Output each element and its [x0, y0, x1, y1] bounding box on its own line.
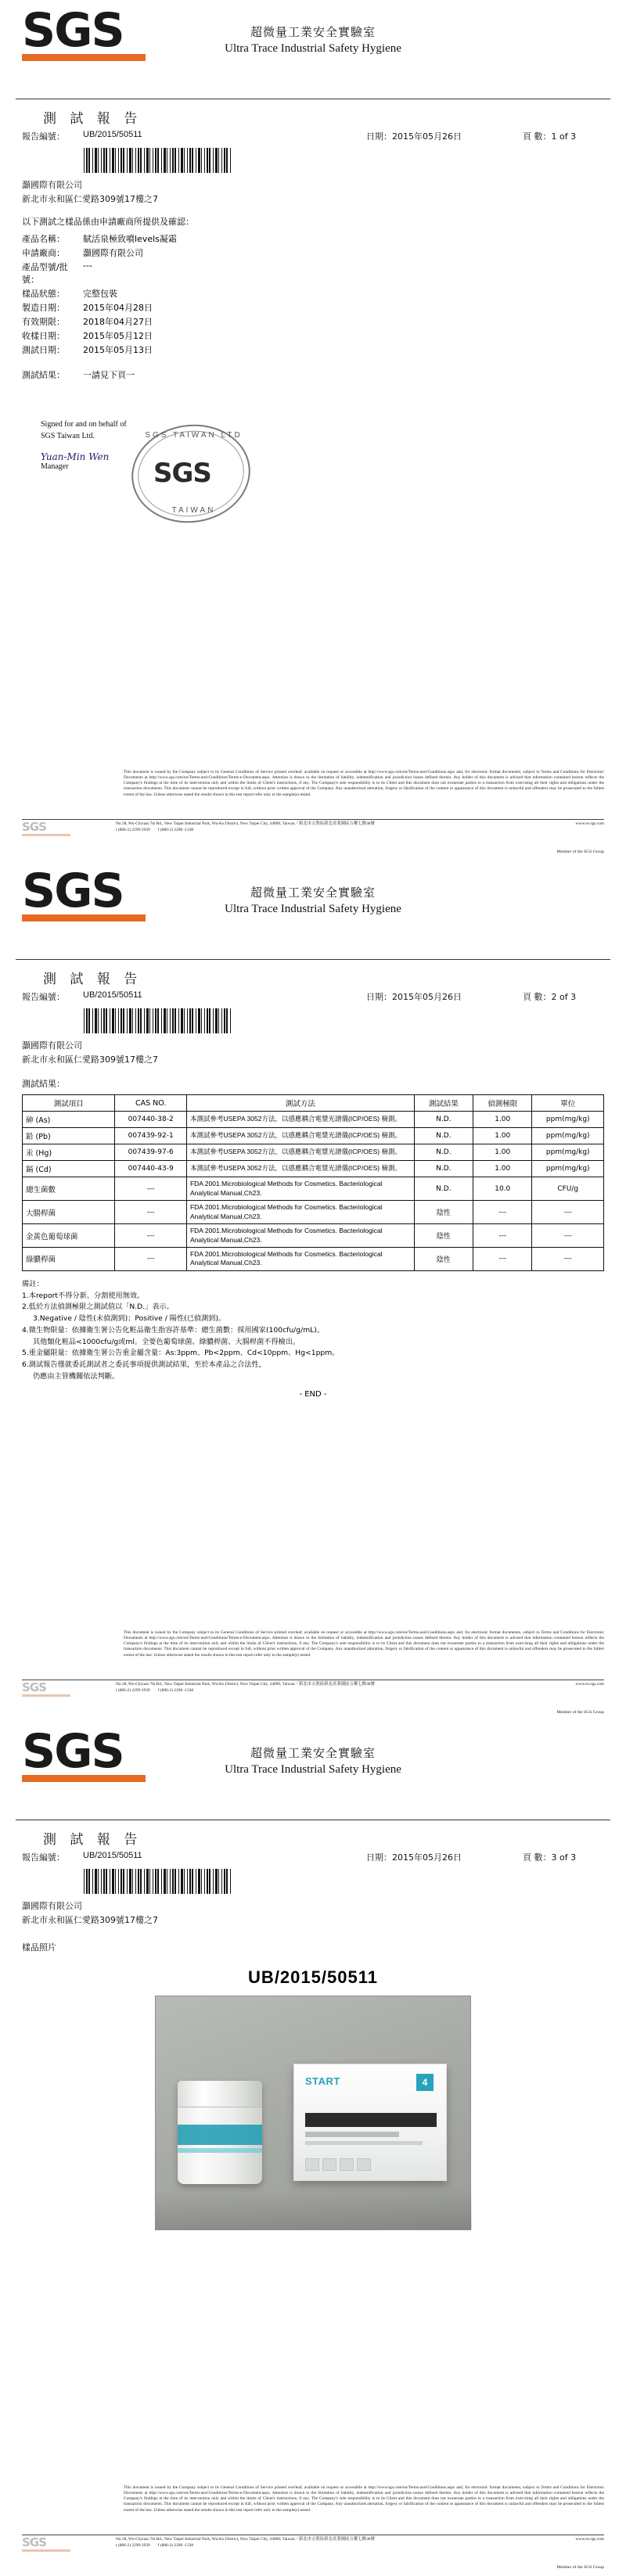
report-page-1: [0, 0, 626, 860]
field-row: [22, 315, 604, 328]
note-item: 5.重金屬限量：依據衛生署公告重金屬含量：As:3ppm、Pb<2ppm、Cd<10ppm、Hg<1ppm。: [22, 1349, 340, 1358]
lab-name-cn: 超微量工業安全實驗室: [250, 886, 376, 900]
barcode: [83, 1868, 232, 1895]
report-date-label: 日期：: [366, 131, 392, 142]
lab-name-en: Ultra Trace Industrial Safety Hygiene: [225, 903, 401, 915]
footer-disclaimer: This document is issued by the Company subject to its General Conditions of Service printed overleaf, available on request or accessible at http://www.sgs.com/en/Terms-and-Conditions.aspx and, for electronic format documents, subject to Terms and Conditions for Electronic Documents at http://www.sgs.com/en/Terms-and-Conditions/Terms-e-Document.aspx. Attention is drawn to the limitation of liability, indemnification and jurisdiction issues defined therein. Any holder of this document is advised that information contained hereon reflects the Company's findings at the time of its intervention only and within the limits of Client's instructions, if any. The Company's sole responsibility is to its Client and this document does not exonerate parties to a transaction from exercising all their rights and obligations under the transaction documents. This document cannot be reproduced except in full, without prior written approval of the Company. Any unauthorized alteration, forgery or falsification of the content or appearance of this document is unlawful and offenders may be prosecuted to the fullest extent of the law. Unless otherwise stated the results shown in this test report refer only to the sample(s) tested.: [124, 2485, 604, 2513]
field-label: 申請廠商：: [22, 248, 65, 259]
report-date-value: 2015年05月26日: [392, 131, 462, 142]
page-value: 1 of 3: [551, 131, 577, 142]
report-page: [523, 130, 576, 142]
footer-contact: [22, 2537, 604, 2563]
report-date: [366, 130, 462, 142]
cell-method: FDA 2001.Microbiological Methods for Cosmetics. Bacteriological Analytical Manual,Ch23.: [186, 1224, 414, 1248]
report-page: [523, 990, 576, 1003]
col-unit: 單位: [532, 1095, 604, 1112]
result-note-label: 測試結果：: [22, 370, 65, 381]
product-jar: [178, 2081, 262, 2184]
box-text-line: [305, 2141, 423, 2145]
box-icon-row: [305, 2158, 371, 2171]
report-no-label: 報告編號：: [22, 992, 65, 1002]
footer-sgs-bar: [22, 2549, 70, 2552]
signed-line-2: SGS Taiwan Ltd.: [41, 432, 95, 441]
cell-result: N.D.: [414, 1161, 473, 1177]
cell-method: FDA 2001.Microbiological Methods for Cosmetics. Bacteriological Analytical Manual,Ch23.: [186, 1201, 414, 1224]
report-date: [366, 1851, 462, 1863]
report-meta: [22, 990, 604, 1066]
footer-phone: t (886-2) 2299-3939: [116, 2542, 150, 2548]
client-name: 灝國際有限公司: [22, 180, 82, 190]
cell-unit: ---: [532, 1224, 604, 1248]
box-badge: 4: [416, 2074, 434, 2091]
cell-result: 陰性: [414, 1224, 473, 1248]
sgs-logo-text: SGS: [22, 1724, 124, 1779]
table-row: [23, 1128, 604, 1144]
result-note-row: [22, 368, 604, 381]
box-icon: [305, 2158, 319, 2171]
cell-result: N.D.: [414, 1144, 473, 1161]
cell-unit: ---: [532, 1248, 604, 1271]
cell-method: 本測試參考USEPA 3052方法，以感應耦合電漿光譜儀(ICP/OES) 檢測。: [186, 1128, 414, 1144]
cell-cas: ---: [115, 1248, 187, 1271]
footer-contact: [22, 1682, 604, 1708]
lab-titles: [0, 884, 626, 916]
cell-unit: ppm(mg/kg): [532, 1112, 604, 1128]
barcode: [83, 1008, 232, 1034]
page-label: 頁 數：: [523, 1852, 552, 1863]
cell-method: 本測試參考USEPA 3052方法，以感應耦合電漿光譜儀(ICP/OES) 檢測。: [186, 1161, 414, 1177]
client-name: 灝國際有限公司: [22, 1040, 82, 1051]
field-label: 產品名稱：: [22, 234, 65, 245]
field-row: [22, 329, 604, 342]
page-header: [0, 1721, 626, 1815]
cell-result: 陰性: [414, 1201, 473, 1224]
footer-sgs-text: SGS: [22, 1680, 46, 1694]
photo-sample-id: UB/2015/50511: [248, 1967, 378, 1988]
footer-phone: t (886-2) 2299-3939: [116, 1687, 150, 1693]
cell-analyte: 金黃色葡萄球菌: [23, 1224, 115, 1248]
box-title: START: [305, 2075, 340, 2088]
table-row: [23, 1224, 604, 1248]
cell-method: 本測試參考USEPA 3052方法，以感應耦合電漿光譜儀(ICP/OES) 檢測。: [186, 1144, 414, 1161]
page-value: 3 of 3: [551, 1852, 577, 1863]
page-label: 頁 數：: [523, 992, 552, 1002]
footer-web[interactable]: [575, 821, 604, 828]
cell-mdl: 1.00: [473, 1112, 532, 1128]
footer-sgs-text: SGS: [22, 820, 46, 834]
jar-lid: [178, 2081, 262, 2107]
footer-member-note: Member of the SGS Group: [556, 850, 604, 854]
client-name: 灝國際有限公司: [22, 1901, 82, 1911]
report-page-2: [0, 860, 626, 1721]
product-box: [293, 2064, 447, 2181]
company-stamp: [125, 419, 262, 528]
cell-result: N.D.: [414, 1112, 473, 1128]
field-value: 2015年05月13日: [83, 345, 153, 356]
page-label: 頁 數：: [523, 131, 552, 142]
cell-unit: ppm(mg/kg): [532, 1144, 604, 1161]
cell-analyte: 鉛 (Pb): [23, 1128, 115, 1144]
header-divider: [16, 959, 610, 960]
notes-block: [22, 1279, 604, 1382]
field-label: 製造日期：: [22, 303, 65, 314]
field-value: 完整包裝: [83, 289, 117, 300]
field-label: 測試日期：: [22, 345, 65, 356]
stamp-sgs-text: SGS: [153, 458, 211, 490]
footer-fax: f (886-2) 2298 -1338: [157, 2542, 194, 2548]
cell-unit: ppm(mg/kg): [532, 1128, 604, 1144]
lab-name-en: Ultra Trace Industrial Safety Hygiene: [225, 42, 401, 55]
cell-analyte: 砷 (As): [23, 1112, 115, 1128]
table-row: [23, 1112, 604, 1128]
signed-for-text: [41, 419, 127, 442]
result-note-value: 一請見下頁一: [83, 370, 135, 381]
report-no-label: 報告編號：: [22, 1852, 65, 1863]
jar-label-stripe: [178, 2148, 262, 2153]
field-label: 產品型號/批號：: [22, 262, 68, 286]
sgs-logo-text: SGS: [22, 3, 124, 58]
field-row: [22, 232, 604, 245]
report-page-3: [0, 1721, 626, 2576]
field-row: [22, 301, 604, 314]
cell-mdl: ---: [473, 1248, 532, 1271]
field-row: [22, 260, 604, 286]
cell-analyte: 綠膿桿菌: [23, 1248, 115, 1271]
client-address: [22, 178, 604, 206]
cell-mdl: 1.00: [473, 1144, 532, 1161]
footer-web-url[interactable]: www.tw.sgs.com: [575, 2537, 604, 2542]
col-cas: CAS NO.: [115, 1095, 187, 1112]
footer-member-note: Member of the SGS Group: [556, 2565, 604, 2570]
client-address-line: 新北市永和區仁愛路309號17樓之7: [22, 1054, 158, 1065]
box-icon: [322, 2158, 336, 2171]
footer-contact: [22, 821, 604, 848]
photo-shadow: [156, 2189, 472, 2229]
cell-analyte: 鎘 (Cd): [23, 1161, 115, 1177]
note-item: 3.Negative / 陰性(未偵測到)；Positive / 陽性(已偵測到)。: [33, 1314, 226, 1324]
report-no-label: 報告編號：: [22, 131, 65, 142]
report-meta: [22, 130, 604, 206]
footer-disclaimer: This document is issued by the Company subject to its General Conditions of Service printed overleaf, available on request or accessible at http://www.sgs.com/en/Terms-and-Conditions.aspx and, for electronic format documents, subject to Terms and Conditions for Electronic Documents at http://www.sgs.com/en/Terms-and-Conditions/Terms-e-Document.aspx. Attention is drawn to the limitation of liability, indemnification and jurisdiction issues defined therein. Any holder of this document is advised that information contained hereon reflects the Company's findings at the time of its intervention only and within the limits of Client's instructions, if any. The Company's sole responsibility is to its Client and this document does not exonerate parties to a transaction from exercising all their rights and obligations under the transaction documents. This document cannot be reproduced except in full, without prior written approval of the Company. Any unauthorized alteration, forgery or falsification of the content or appearance of this document is unlawful and offenders may be prosecuted to the fullest extent of the law. Unless otherwise stated the results shown in this test report refer only to the sample(s) tested.: [124, 1630, 604, 1658]
report-date-value: 2015年05月26日: [392, 1852, 462, 1863]
signature-block: [0, 411, 626, 544]
report-title: 測 試 報 告: [43, 111, 142, 127]
box-text-line: [305, 2132, 399, 2137]
cell-unit: ---: [532, 1201, 604, 1224]
sample-photo: [155, 1996, 471, 2230]
field-row: [22, 246, 604, 259]
report-title: 測 試 報 告: [43, 1832, 142, 1848]
cell-result: 陰性: [414, 1248, 473, 1271]
barcode: [83, 147, 232, 174]
page-footer: [0, 2485, 626, 2570]
report-no-value: UB/2015/50511: [83, 130, 142, 139]
cell-cas: ---: [115, 1177, 187, 1201]
table-row: [23, 1201, 604, 1224]
cell-mdl: ---: [473, 1224, 532, 1248]
page-value: 2 of 3: [551, 992, 577, 1002]
report-date-value: 2015年05月26日: [392, 992, 462, 1002]
footer-web-url[interactable]: www.tw.sgs.com: [575, 821, 604, 826]
footer-fax: f (886-2) 2298 -1338: [157, 827, 194, 832]
table-row: [23, 1248, 604, 1271]
footer-member-note: Member of the SGS Group: [556, 1710, 604, 1715]
cell-method: FDA 2001.Microbiological Methods for Cosmetics. Bacteriological Analytical Manual,Ch23.: [186, 1248, 414, 1271]
signature-title: Manager: [41, 462, 69, 472]
footer-sgs-bar: [22, 834, 70, 836]
cell-analyte: 大腸桿菌: [23, 1201, 115, 1224]
field-label: 有效期限：: [22, 317, 65, 328]
footer-address-line: No.38, Wu-Chyuan 7th Rd., New Taipei Industrial Park, Wu-Ku District, New Taipei City, 24890, Taiwan／新北市五股區新北產業園區五權七路38號: [116, 1682, 375, 1687]
stamp-top-text: SGS TAIWAN LTD: [145, 431, 243, 440]
signature-script: Yuan-Min Wen: [41, 451, 110, 463]
field-row: [22, 287, 604, 300]
cell-mdl: 1.00: [473, 1161, 532, 1177]
report-page: [523, 1851, 576, 1863]
footer-web[interactable]: [575, 2537, 604, 2543]
end-marker: - END -: [299, 1390, 327, 1399]
footer-sgs-bar: [22, 1694, 70, 1697]
stamp-bottom-text: TAIWAN: [171, 506, 216, 516]
report-date-label: 日期：: [366, 1852, 392, 1863]
footer-sgs-logo: [22, 1682, 116, 1697]
col-analyte: 測試項目: [23, 1095, 115, 1112]
field-value: 2015年04月28日: [83, 303, 153, 314]
client-address: [22, 1899, 604, 1927]
col-result: 測試結果: [414, 1095, 473, 1112]
page-footer: [0, 1630, 626, 1715]
notes-title: 備註：: [22, 1279, 44, 1288]
footer-web[interactable]: [575, 1682, 604, 1688]
footer-sgs-logo: [22, 821, 116, 836]
cell-analyte: 總生菌數: [23, 1177, 115, 1201]
field-label: 收樣日期：: [22, 331, 65, 342]
page-header: [0, 0, 626, 94]
field-value: 賦活泉極致噴levels凝霜: [83, 234, 177, 245]
footer-sgs-text: SGS: [22, 2535, 46, 2549]
col-method: 測試方法: [186, 1095, 414, 1112]
cell-result: N.D.: [414, 1128, 473, 1144]
table-row: [23, 1144, 604, 1161]
cell-method: FDA 2001.Microbiological Methods for Cosmetics. Bacteriological Analytical Manual,Ch23.: [186, 1177, 414, 1201]
cell-method: 本測試參考USEPA 3052方法，以感應耦合電漿光譜儀(ICP/OES) 檢測。: [186, 1112, 414, 1128]
footer-address-line: No.38, Wu-Chyuan 7th Rd., New Taipei Industrial Park, Wu-Ku District, New Taipei City, 24890, Taiwan／新北市五股區新北產業園區五權七路38號: [116, 821, 375, 826]
client-address: [22, 1039, 604, 1066]
intro-text: 以下測試之樣品係由申請廠商所提供及確認：: [22, 217, 194, 228]
report-date: [366, 990, 462, 1003]
report-title: 測 試 報 告: [43, 972, 142, 987]
note-item: 1.本report不得分新、分割使用無效。: [22, 1291, 145, 1300]
photo-section-title: 樣品照片: [22, 1942, 56, 1953]
field-value: 灝國際有限公司: [83, 248, 143, 259]
field-label: 樣品狀態：: [22, 289, 65, 300]
page-footer: [0, 770, 626, 854]
results-table: [22, 1094, 604, 1271]
report-meta: [22, 1851, 604, 1927]
cell-analyte: 汞 (Hg): [23, 1144, 115, 1161]
footer-address: [116, 2537, 604, 2549]
field-value: 2018年04月27日: [83, 317, 153, 328]
lab-name-cn: 超微量工業安全實驗室: [250, 25, 376, 39]
cell-cas: ---: [115, 1201, 187, 1224]
note-item: 2.低於方法偵測極限之測試值以「N.D.」表示。: [22, 1302, 174, 1312]
field-value: 2015年05月12日: [83, 331, 153, 342]
footer-sgs-logo: [22, 2537, 116, 2552]
table-row: [23, 1177, 604, 1201]
signature-name: [41, 451, 109, 471]
lab-titles: [0, 23, 626, 56]
footer-fax: f (886-2) 2298 -1338: [157, 1687, 194, 1693]
client-address-line: 新北市永和區仁愛路309號17樓之7: [22, 193, 158, 204]
footer-web-url[interactable]: www.tw.sgs.com: [575, 1682, 604, 1687]
cell-cas: ---: [115, 1224, 187, 1248]
client-address-line: 新北市永和區仁愛路309號17樓之7: [22, 1914, 158, 1925]
note-item: 4.微生物限量：依據衛生署公告化粧品衛生指容許基準：總生菌數：採用國家(100cfu/g/mL)。: [22, 1325, 325, 1335]
lab-name-cn: 超微量工業安全實驗室: [250, 1746, 376, 1760]
footer-address: [116, 821, 604, 834]
cell-result: N.D.: [414, 1177, 473, 1201]
field-row: [22, 343, 604, 356]
lab-titles: [0, 1744, 626, 1777]
field-value: ---: [83, 260, 92, 271]
footer-divider: [22, 819, 604, 820]
box-text-block: [305, 2113, 437, 2127]
footer-address: [116, 1682, 604, 1694]
note-item: 仍應由主管機關依法判斷。: [33, 1371, 120, 1381]
report-no-value: UB/2015/50511: [83, 1851, 142, 1860]
footer-disclaimer: This document is issued by the Company subject to its General Conditions of Service printed overleaf, available on request or accessible at http://www.sgs.com/en/Terms-and-Conditions.aspx and, for electronic format documents, subject to Terms and Conditions for Electronic Documents at http://www.sgs.com/en/Terms-and-Conditions/Terms-e-Document.aspx. Attention is drawn to the limitation of liability, indemnification and jurisdiction issues defined therein. Any holder of this document is advised that information contained hereon reflects the Company's findings at the time of its intervention only and within the limits of Client's instructions, if any. The Company's sole responsibility is to its Client and this document does not exonerate parties to a transaction from exercising all their rights and obligations under the transaction documents. This document cannot be reproduced except in full, without prior written approval of the Company. Any unauthorized alteration, forgery or falsification of the content or appearance of this document is unlawful and offenders may be prosecuted to the fullest extent of the law. Unless otherwise stated the results shown in this test report refer only to the sample(s) tested.: [124, 770, 604, 797]
table-row: [23, 1161, 604, 1177]
cell-cas: 007440-43-9: [115, 1161, 187, 1177]
lab-name-en: Ultra Trace Industrial Safety Hygiene: [225, 1763, 401, 1776]
table-header-row: [23, 1095, 604, 1112]
footer-phone: t (886-2) 2299-3939: [116, 827, 150, 832]
cell-cas: 007439-97-6: [115, 1144, 187, 1161]
sgs-logo-text: SGS: [22, 864, 124, 918]
report-no-value: UB/2015/50511: [83, 990, 142, 1000]
cell-unit: ppm(mg/kg): [532, 1161, 604, 1177]
report-date-label: 日期：: [366, 992, 392, 1002]
footer-address-line: No.38, Wu-Chyuan 7th Rd., New Taipei Industrial Park, Wu-Ku District, New Taipei City, 24890, Taiwan／新北市五股區新北產業園區五權七路38號: [116, 2537, 375, 2542]
signed-line-1: Signed for and on behalf of: [41, 420, 127, 429]
jar-label-band: [178, 2125, 262, 2145]
cell-unit: CFU/g: [532, 1177, 604, 1201]
cell-cas: 007440-38-2: [115, 1112, 187, 1128]
cell-mdl: 1.00: [473, 1128, 532, 1144]
note-item: 6.測試報告僅就委託測試者之委託事項提供測試結果，至於本產品之合法性，: [22, 1360, 266, 1369]
note-item: 其他類化粧品<1000cfu/g或ml。全要色葡萄球菌、綠膿桿菌、大腸桿菌不得檢出。: [33, 1337, 300, 1346]
cell-cas: 007439-92-1: [115, 1128, 187, 1144]
col-mdl: 偵測極限: [473, 1095, 532, 1112]
box-icon: [357, 2158, 371, 2171]
cell-mdl: ---: [473, 1201, 532, 1224]
cell-mdl: 10.0: [473, 1177, 532, 1201]
box-icon: [340, 2158, 354, 2171]
page-header: [0, 860, 626, 954]
results-section-title: 測試結果：: [22, 1079, 65, 1090]
